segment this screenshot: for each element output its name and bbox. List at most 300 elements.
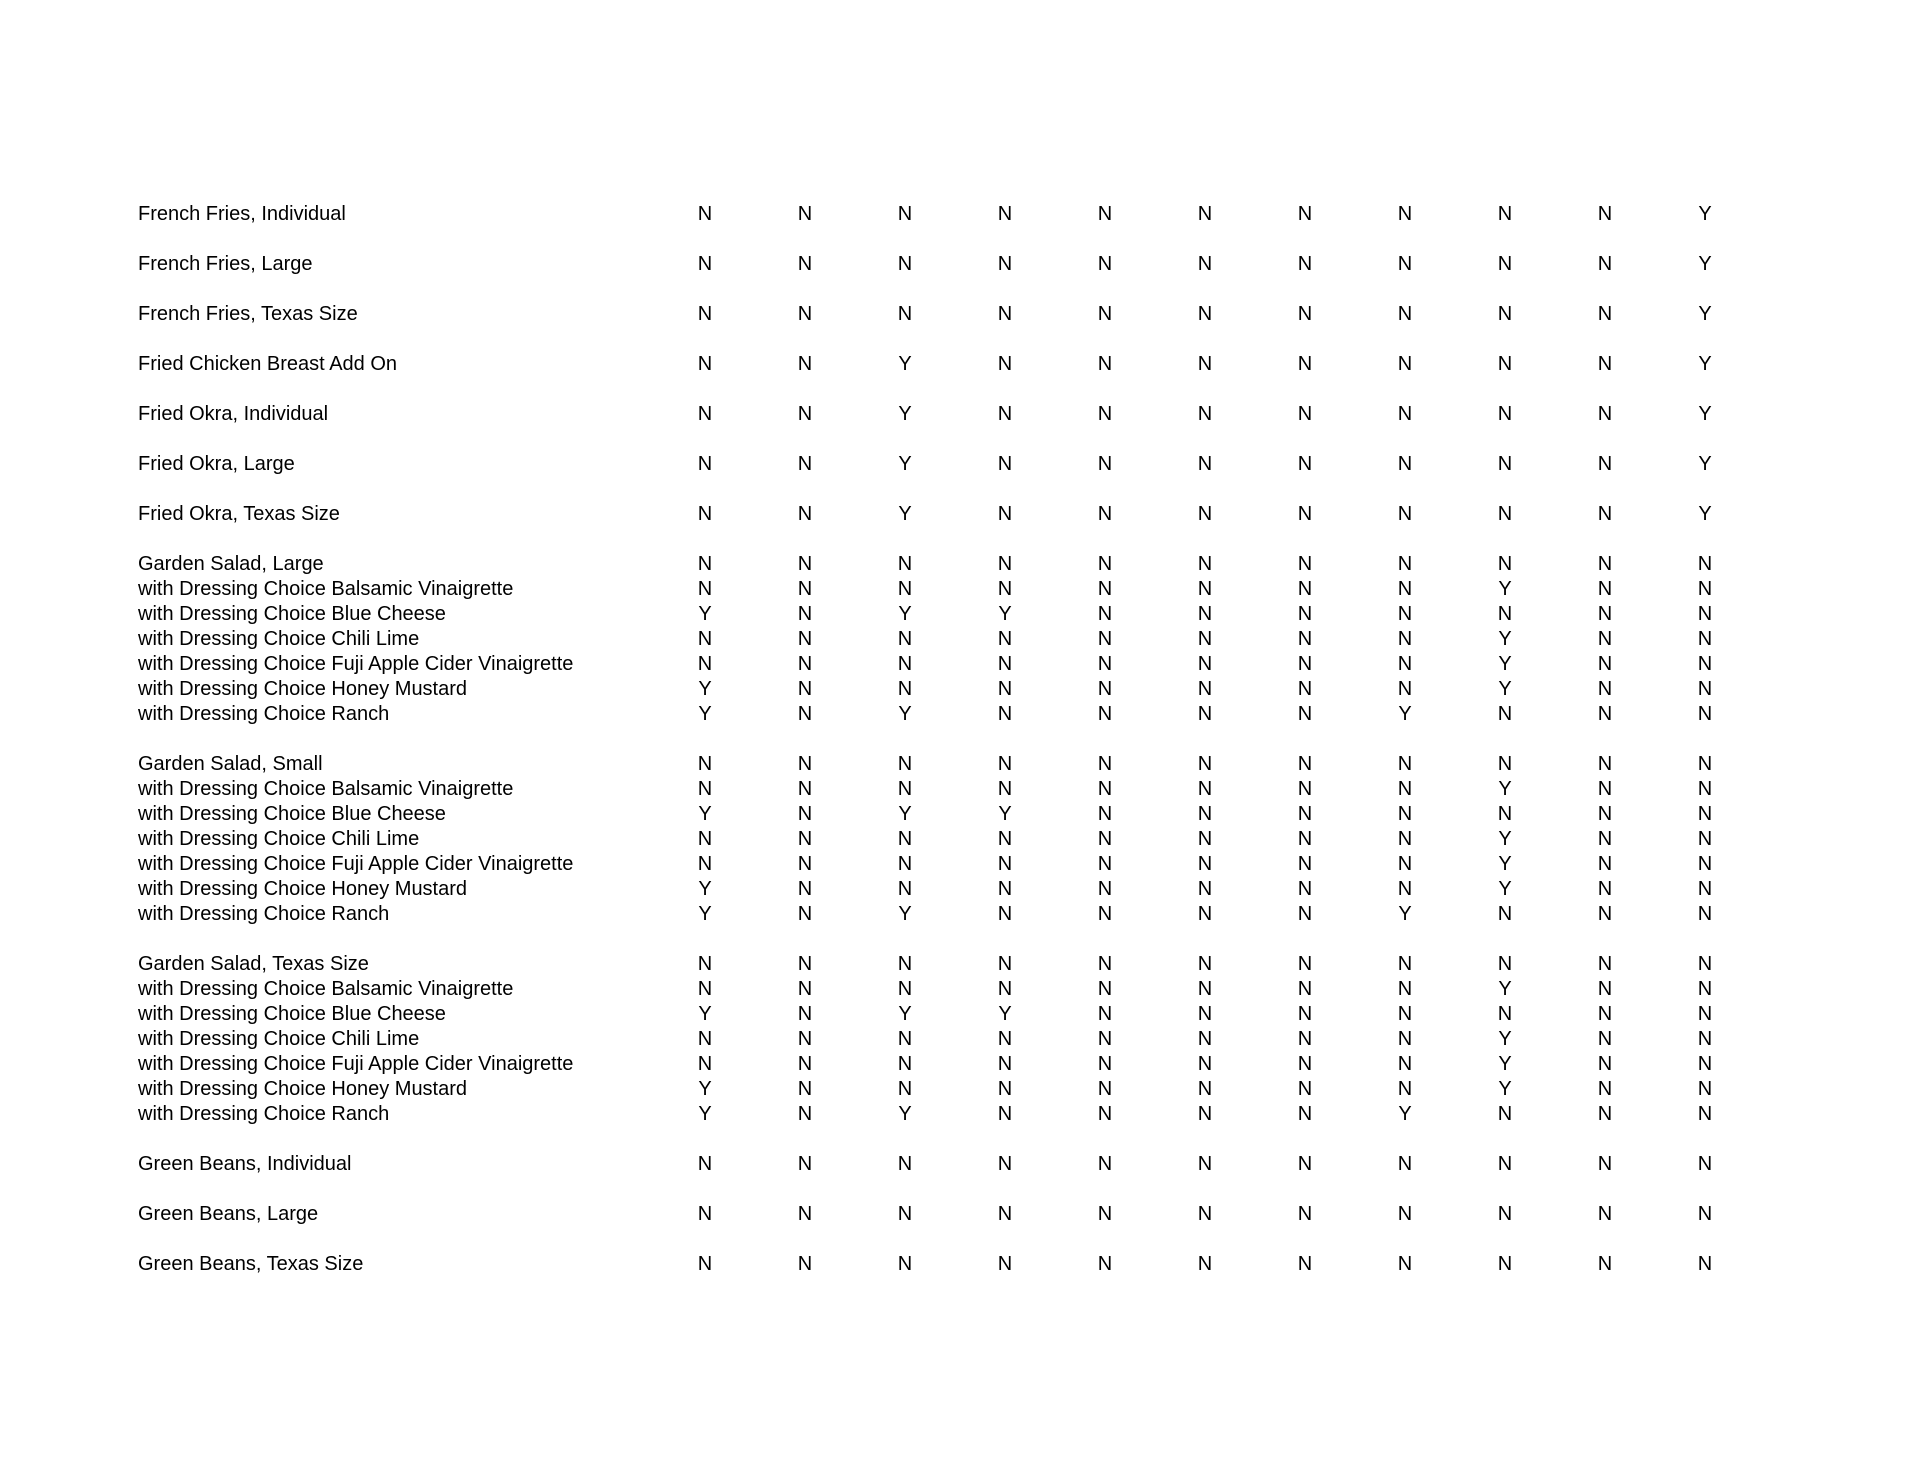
value-cell-col-9: N [1497, 203, 1513, 225]
dressing-row [0, 902, 1920, 927]
value-cell-col-1: Y [698, 878, 712, 900]
value-cell-col-10: N [1597, 403, 1613, 425]
value-cell-col-9: Y [1498, 778, 1512, 800]
value-cell-col-1: N [697, 503, 713, 525]
value-cell-col-10: N [1597, 978, 1613, 1000]
value-cell-col-3: Y [898, 903, 912, 925]
value-cell-col-10: N [1597, 703, 1613, 725]
value-cell-col-3: N [897, 1153, 913, 1175]
value-cell-col-6: N [1197, 1153, 1213, 1175]
value-cell-col-9: Y [1498, 653, 1512, 675]
value-cell-col-4: N [997, 203, 1013, 225]
value-cell-col-6: N [1197, 1003, 1213, 1025]
value-cell-col-6: N [1197, 878, 1213, 900]
value-cell-col-10: N [1597, 503, 1613, 525]
value-cell-col-7: N [1297, 853, 1313, 875]
value-cell-col-9: N [1497, 353, 1513, 375]
value-cell-col-5: N [1097, 828, 1113, 850]
value-cell-col-2: N [797, 503, 813, 525]
value-cell-col-4: N [997, 353, 1013, 375]
value-cell-col-3: Y [898, 1003, 912, 1025]
value-cell-col-9: N [1497, 453, 1513, 475]
value-cell-col-7: N [1297, 1253, 1313, 1275]
value-cell-col-2: N [797, 1103, 813, 1125]
value-cell-col-4: N [997, 978, 1013, 1000]
value-cell-col-11: N [1697, 878, 1713, 900]
value-cell-col-3: N [897, 778, 913, 800]
value-cell-col-5: N [1097, 1003, 1113, 1025]
value-cell-col-10: N [1597, 1253, 1613, 1275]
dressing-row [0, 827, 1920, 852]
item-label: French Fries, Large [138, 253, 313, 275]
value-cell-col-5: N [1097, 578, 1113, 600]
value-cell-col-7: N [1297, 203, 1313, 225]
value-cell-col-8: N [1397, 578, 1413, 600]
value-cell-col-11: N [1697, 1028, 1713, 1050]
value-cell-col-3: N [897, 1253, 913, 1275]
value-cell-col-2: N [797, 603, 813, 625]
value-cell-col-6: N [1197, 803, 1213, 825]
value-cell-col-2: N [797, 653, 813, 675]
value-cell-col-9: N [1497, 503, 1513, 525]
dressing-row [0, 627, 1920, 652]
value-cell-col-5: N [1097, 853, 1113, 875]
dressing-row [0, 702, 1920, 727]
value-cell-col-2: N [797, 1078, 813, 1100]
value-cell-col-8: N [1397, 803, 1413, 825]
value-cell-col-8: N [1397, 978, 1413, 1000]
value-cell-col-4: N [997, 753, 1013, 775]
value-cell-col-7: N [1297, 453, 1313, 475]
value-cell-col-3: Y [898, 603, 912, 625]
value-cell-col-4: N [997, 1078, 1013, 1100]
value-cell-col-9: Y [1498, 853, 1512, 875]
value-cell-col-7: N [1297, 503, 1313, 525]
value-cell-col-2: N [797, 703, 813, 725]
value-cell-col-10: N [1597, 1028, 1613, 1050]
value-cell-col-5: N [1097, 803, 1113, 825]
value-cell-col-10: N [1597, 303, 1613, 325]
value-cell-col-5: N [1097, 1153, 1113, 1175]
value-cell-col-8: N [1397, 878, 1413, 900]
value-cell-col-1: N [697, 1053, 713, 1075]
value-cell-col-9: N [1497, 753, 1513, 775]
value-cell-col-4: N [997, 878, 1013, 900]
value-cell-col-1: N [697, 1028, 713, 1050]
value-cell-col-9: N [1497, 1203, 1513, 1225]
value-cell-col-4: N [997, 553, 1013, 575]
value-cell-col-1: Y [698, 1103, 712, 1125]
value-cell-col-4: N [997, 778, 1013, 800]
value-cell-col-5: N [1097, 503, 1113, 525]
value-cell-col-6: N [1197, 853, 1213, 875]
value-cell-col-11: N [1697, 753, 1713, 775]
value-cell-col-9: Y [1498, 1053, 1512, 1075]
value-cell-col-6: N [1197, 978, 1213, 1000]
dressing-row [0, 677, 1920, 702]
value-cell-col-11: N [1697, 1203, 1713, 1225]
value-cell-col-3: N [897, 253, 913, 275]
value-cell-col-11: N [1697, 1253, 1713, 1275]
value-cell-col-6: N [1197, 1203, 1213, 1225]
value-cell-col-9: N [1497, 703, 1513, 725]
value-cell-col-4: N [997, 503, 1013, 525]
value-cell-col-8: N [1397, 203, 1413, 225]
value-cell-col-1: N [697, 1203, 713, 1225]
value-cell-col-10: N [1597, 578, 1613, 600]
value-cell-col-5: N [1097, 403, 1113, 425]
value-cell-col-7: N [1297, 953, 1313, 975]
value-cell-col-10: N [1597, 1053, 1613, 1075]
item-label: Fried Okra, Large [138, 453, 295, 475]
value-cell-col-8: Y [1398, 703, 1412, 725]
value-cell-col-7: N [1297, 628, 1313, 650]
value-cell-col-3: N [897, 753, 913, 775]
value-cell-col-11: Y [1698, 453, 1712, 475]
value-cell-col-1: N [697, 203, 713, 225]
value-cell-col-10: N [1597, 653, 1613, 675]
value-cell-col-11: N [1697, 678, 1713, 700]
value-cell-col-2: N [797, 1003, 813, 1025]
value-cell-col-9: Y [1498, 978, 1512, 1000]
value-cell-col-2: N [797, 978, 813, 1000]
value-cell-col-6: N [1197, 578, 1213, 600]
value-cell-col-2: N [797, 553, 813, 575]
value-cell-col-8: N [1397, 303, 1413, 325]
value-cell-col-8: N [1397, 1203, 1413, 1225]
item-row [0, 402, 1920, 427]
value-cell-col-7: N [1297, 1203, 1313, 1225]
value-cell-col-3: N [897, 553, 913, 575]
value-cell-col-8: N [1397, 1028, 1413, 1050]
value-cell-col-1: N [697, 978, 713, 1000]
value-cell-col-11: N [1697, 803, 1713, 825]
value-cell-col-5: N [1097, 1103, 1113, 1125]
value-cell-col-9: Y [1498, 678, 1512, 700]
value-cell-col-8: N [1397, 1253, 1413, 1275]
value-cell-col-1: Y [698, 703, 712, 725]
value-cell-col-7: N [1297, 778, 1313, 800]
value-cell-col-5: N [1097, 628, 1113, 650]
value-cell-col-2: N [797, 753, 813, 775]
value-cell-col-5: N [1097, 1028, 1113, 1050]
item-label: Fried Okra, Individual [138, 403, 329, 425]
value-cell-col-1: N [697, 553, 713, 575]
value-cell-col-1: Y [698, 1003, 712, 1025]
value-cell-col-2: N [797, 1028, 813, 1050]
value-cell-col-6: N [1197, 503, 1213, 525]
value-cell-col-7: N [1297, 903, 1313, 925]
value-cell-col-1: N [697, 628, 713, 650]
value-cell-col-5: N [1097, 953, 1113, 975]
value-cell-col-11: N [1697, 703, 1713, 725]
value-cell-col-8: N [1397, 353, 1413, 375]
item-label: with Dressing Choice Chili Lime [138, 828, 420, 850]
dressing-row [0, 852, 1920, 877]
value-cell-col-1: N [697, 253, 713, 275]
item-label: French Fries, Individual [138, 203, 346, 225]
value-cell-col-4: N [997, 828, 1013, 850]
dressing-row [0, 802, 1920, 827]
value-cell-col-3: N [897, 1053, 913, 1075]
value-cell-col-9: Y [1498, 1078, 1512, 1100]
value-cell-col-11: Y [1698, 353, 1712, 375]
value-cell-col-3: N [897, 978, 913, 1000]
value-cell-col-10: N [1597, 603, 1613, 625]
value-cell-col-4: N [997, 953, 1013, 975]
value-cell-col-11: N [1697, 853, 1713, 875]
dressing-row [0, 1027, 1920, 1052]
value-cell-col-6: N [1197, 1103, 1213, 1125]
value-cell-col-4: N [997, 903, 1013, 925]
value-cell-col-10: N [1597, 1203, 1613, 1225]
value-cell-col-11: N [1697, 1003, 1713, 1025]
value-cell-col-6: N [1197, 403, 1213, 425]
value-cell-col-5: N [1097, 978, 1113, 1000]
value-cell-col-6: N [1197, 203, 1213, 225]
value-cell-col-8: N [1397, 453, 1413, 475]
value-cell-col-6: N [1197, 353, 1213, 375]
value-cell-col-10: N [1597, 453, 1613, 475]
value-cell-col-8: N [1397, 553, 1413, 575]
value-cell-col-11: N [1697, 1053, 1713, 1075]
value-cell-col-7: N [1297, 753, 1313, 775]
value-cell-col-2: N [797, 453, 813, 475]
value-cell-col-10: N [1597, 628, 1613, 650]
value-cell-col-9: N [1497, 1253, 1513, 1275]
value-cell-col-8: N [1397, 253, 1413, 275]
value-cell-col-10: N [1597, 878, 1613, 900]
item-label: with Dressing Choice Ranch [138, 703, 390, 725]
value-cell-col-3: Y [898, 803, 912, 825]
value-cell-col-5: N [1097, 353, 1113, 375]
item-label: with Dressing Choice Honey Mustard [138, 678, 468, 700]
value-cell-col-4: N [997, 703, 1013, 725]
value-cell-col-1: N [697, 578, 713, 600]
dressing-row [0, 1102, 1920, 1127]
value-cell-col-5: N [1097, 253, 1113, 275]
value-cell-col-2: N [797, 353, 813, 375]
value-cell-col-3: N [897, 953, 913, 975]
value-cell-col-4: N [997, 1028, 1013, 1050]
value-cell-col-3: N [897, 678, 913, 700]
item-row [0, 252, 1920, 277]
value-cell-col-2: N [797, 853, 813, 875]
value-cell-col-6: N [1197, 253, 1213, 275]
value-cell-col-3: N [897, 1203, 913, 1225]
item-label: with Dressing Choice Balsamic Vinaigrette [138, 578, 514, 600]
value-cell-col-2: N [797, 803, 813, 825]
value-cell-col-7: N [1297, 1053, 1313, 1075]
item-label: with Dressing Choice Blue Cheese [138, 803, 446, 825]
value-cell-col-7: N [1297, 803, 1313, 825]
value-cell-col-11: N [1697, 1103, 1713, 1125]
value-cell-col-7: N [1297, 703, 1313, 725]
value-cell-col-8: N [1397, 403, 1413, 425]
value-cell-col-2: N [797, 403, 813, 425]
value-cell-col-2: N [797, 903, 813, 925]
value-cell-col-10: N [1597, 1003, 1613, 1025]
item-row [0, 1252, 1920, 1277]
value-cell-col-5: N [1097, 703, 1113, 725]
value-cell-col-6: N [1197, 1253, 1213, 1275]
item-label: Green Beans, Texas Size [138, 1253, 364, 1275]
value-cell-col-2: N [797, 628, 813, 650]
value-cell-col-8: N [1397, 1053, 1413, 1075]
value-cell-col-10: N [1597, 1153, 1613, 1175]
item-row [0, 502, 1920, 527]
value-cell-col-9: N [1497, 903, 1513, 925]
item-label: with Dressing Choice Ranch [138, 903, 390, 925]
value-cell-col-6: N [1197, 778, 1213, 800]
value-cell-col-5: N [1097, 1053, 1113, 1075]
value-cell-col-3: Y [898, 453, 912, 475]
value-cell-col-8: Y [1398, 903, 1412, 925]
value-cell-col-7: N [1297, 303, 1313, 325]
value-cell-col-9: Y [1498, 578, 1512, 600]
value-cell-col-11: N [1697, 628, 1713, 650]
value-cell-col-8: N [1397, 503, 1413, 525]
value-cell-col-5: N [1097, 878, 1113, 900]
item-label: with Dressing Choice Honey Mustard [138, 1078, 468, 1100]
value-cell-col-2: N [797, 1153, 813, 1175]
value-cell-col-6: N [1197, 953, 1213, 975]
value-cell-col-3: N [897, 1078, 913, 1100]
value-cell-col-3: N [897, 853, 913, 875]
value-cell-col-11: N [1697, 653, 1713, 675]
value-cell-col-6: N [1197, 1028, 1213, 1050]
value-cell-col-9: N [1497, 1153, 1513, 1175]
value-cell-col-5: N [1097, 753, 1113, 775]
value-cell-col-9: N [1497, 953, 1513, 975]
value-cell-col-3: N [897, 303, 913, 325]
value-cell-col-1: N [697, 453, 713, 475]
item-label: with Dressing Choice Honey Mustard [138, 878, 468, 900]
item-label: Garden Salad, Large [138, 553, 324, 575]
item-label: with Dressing Choice Chili Lime [138, 1028, 420, 1050]
value-cell-col-5: N [1097, 603, 1113, 625]
value-cell-col-10: N [1597, 903, 1613, 925]
value-cell-col-6: N [1197, 1053, 1213, 1075]
value-cell-col-6: N [1197, 1078, 1213, 1100]
value-cell-col-2: N [797, 303, 813, 325]
value-cell-col-4: N [997, 1203, 1013, 1225]
value-cell-col-10: N [1597, 553, 1613, 575]
value-cell-col-6: N [1197, 678, 1213, 700]
value-cell-col-2: N [797, 1053, 813, 1075]
value-cell-col-8: N [1397, 628, 1413, 650]
value-cell-col-9: Y [1498, 1028, 1512, 1050]
item-label: with Dressing Choice Blue Cheese [138, 603, 446, 625]
value-cell-col-3: N [897, 203, 913, 225]
dressing-row [0, 1002, 1920, 1027]
value-cell-col-4: N [997, 1253, 1013, 1275]
dressing-row [0, 1052, 1920, 1077]
value-cell-col-11: N [1697, 828, 1713, 850]
value-cell-col-10: N [1597, 678, 1613, 700]
value-cell-col-1: N [697, 1253, 713, 1275]
value-cell-col-7: N [1297, 1103, 1313, 1125]
dressing-row [0, 877, 1920, 902]
value-cell-col-8: N [1397, 653, 1413, 675]
value-cell-col-3: Y [898, 1103, 912, 1125]
value-cell-col-7: N [1297, 403, 1313, 425]
value-cell-col-7: N [1297, 678, 1313, 700]
value-cell-col-9: N [1497, 403, 1513, 425]
value-cell-col-7: N [1297, 253, 1313, 275]
value-cell-col-4: N [997, 853, 1013, 875]
value-cell-col-6: N [1197, 828, 1213, 850]
value-cell-col-2: N [797, 678, 813, 700]
value-cell-col-9: Y [1498, 878, 1512, 900]
value-cell-col-2: N [797, 828, 813, 850]
value-cell-col-5: N [1097, 453, 1113, 475]
value-cell-col-1: N [697, 353, 713, 375]
value-cell-col-8: N [1397, 1078, 1413, 1100]
value-cell-col-8: N [1397, 778, 1413, 800]
item-row [0, 1202, 1920, 1227]
dressing-row [0, 602, 1920, 627]
item-row [0, 552, 1920, 577]
value-cell-col-10: N [1597, 1078, 1613, 1100]
value-cell-col-11: N [1697, 1153, 1713, 1175]
value-cell-col-7: N [1297, 878, 1313, 900]
value-cell-col-1: N [697, 828, 713, 850]
value-cell-col-6: N [1197, 703, 1213, 725]
value-cell-col-6: N [1197, 303, 1213, 325]
value-cell-col-6: N [1197, 653, 1213, 675]
item-label: with Dressing Choice Ranch [138, 1103, 390, 1125]
value-cell-col-7: N [1297, 578, 1313, 600]
value-cell-col-7: N [1297, 353, 1313, 375]
value-cell-col-10: N [1597, 853, 1613, 875]
item-label: Green Beans, Large [138, 1203, 319, 1225]
item-row [0, 302, 1920, 327]
value-cell-col-1: N [697, 403, 713, 425]
value-cell-col-1: N [697, 953, 713, 975]
value-cell-col-6: N [1197, 553, 1213, 575]
value-cell-col-5: N [1097, 553, 1113, 575]
value-cell-col-5: N [1097, 303, 1113, 325]
item-label: with Dressing Choice Balsamic Vinaigrette [138, 978, 514, 1000]
value-cell-col-1: N [697, 778, 713, 800]
value-cell-col-8: N [1397, 853, 1413, 875]
item-label: with Dressing Choice Fuji Apple Cider Vinaigrette [138, 1053, 574, 1075]
value-cell-col-10: N [1597, 803, 1613, 825]
value-cell-col-1: N [697, 853, 713, 875]
value-cell-col-10: N [1597, 253, 1613, 275]
value-cell-col-1: Y [698, 678, 712, 700]
value-cell-col-8: N [1397, 953, 1413, 975]
value-cell-col-3: Y [898, 403, 912, 425]
value-cell-col-2: N [797, 1253, 813, 1275]
value-cell-col-6: N [1197, 903, 1213, 925]
value-cell-col-3: Y [898, 353, 912, 375]
value-cell-col-5: N [1097, 1078, 1113, 1100]
value-cell-col-10: N [1597, 1103, 1613, 1125]
item-row [0, 202, 1920, 227]
dressing-row [0, 1077, 1920, 1102]
value-cell-col-4: N [997, 303, 1013, 325]
value-cell-col-7: N [1297, 1028, 1313, 1050]
item-label: Garden Salad, Small [138, 753, 323, 775]
value-cell-col-11: Y [1698, 203, 1712, 225]
value-cell-col-4: N [997, 628, 1013, 650]
item-label: French Fries, Texas Size [138, 303, 358, 325]
value-cell-col-1: Y [698, 1078, 712, 1100]
dressing-row [0, 652, 1920, 677]
value-cell-col-5: N [1097, 678, 1113, 700]
